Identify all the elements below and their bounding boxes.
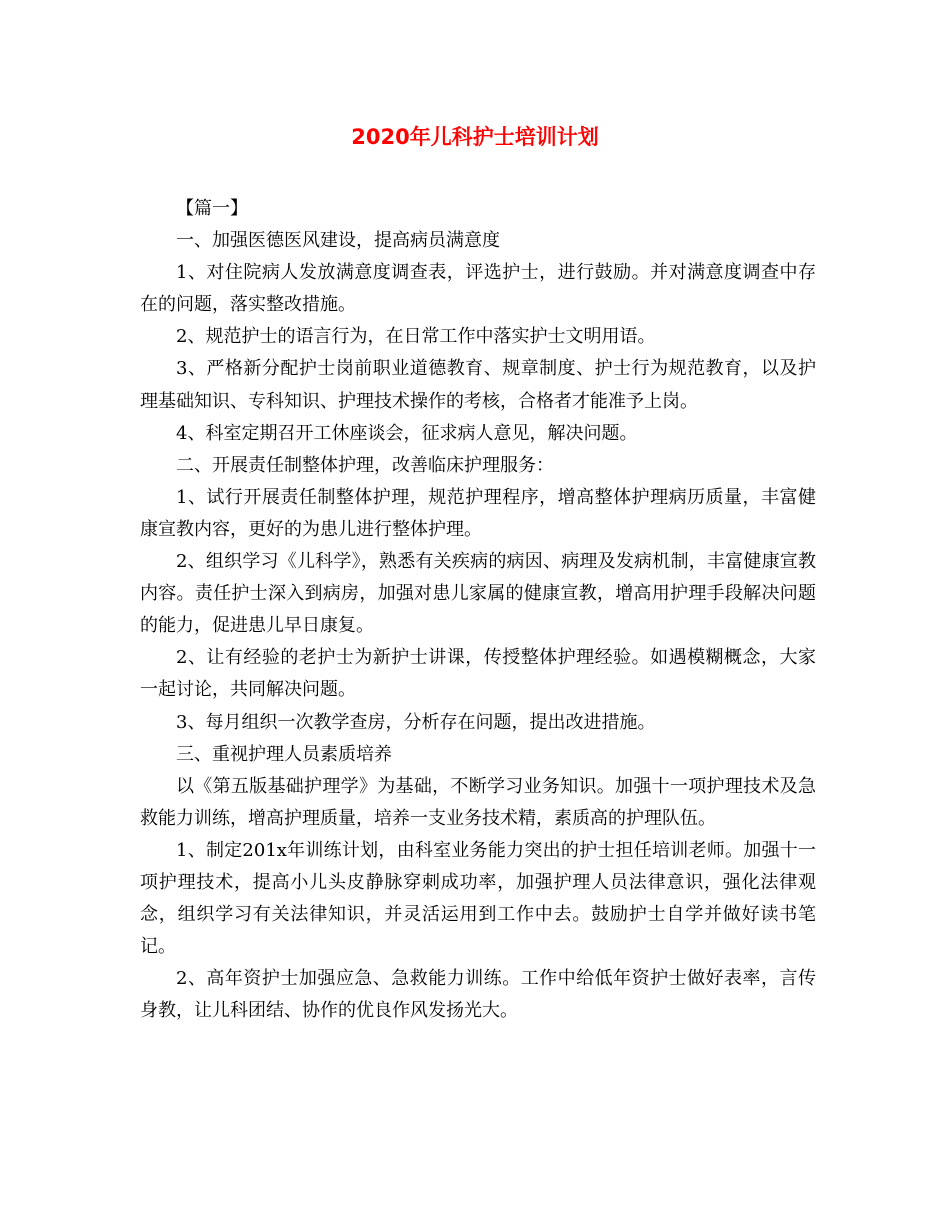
paragraph-heading-2: 二、开展责任制整体护理，改善临床护理服务： xyxy=(176,454,554,476)
paragraph: 3、严格新分配护士岗前职业道德教育、规章制度、护士行为规范教育，以及护理基础知识、专科知识、护理技术操作的考核，合格者才能准予上岗。 xyxy=(140,358,816,412)
paragraph: 4、科室定期召开工休座谈会，征求病人意见，解决问题。 xyxy=(176,422,638,444)
paragraph: 2、组织学习《儿科学》，熟悉有关疾病的病因、病理及发病机制，丰富健康宣教内容。责任护士深入到病房，加强对患儿家属的健康宣教，增高用护理手段解决问题的能力，促进患儿早日康复。 xyxy=(140,551,816,637)
paragraph: 1、制定201x年训练计划，由科室业务能力突出的护士担任培训老师。加强十一项护理技术，提高小儿头皮静脉穿刺成功率，加强护理人员法律意识，强化法律观念，组织学习有关法律知识，并灵活运用到工作中去。鼓励护士自学并做好读书笔记。 xyxy=(140,839,816,958)
paragraph: 2、让有经验的老护士为新护士讲课，传授整体护理经验。如遇模糊概念，大家一起讨论，共同解决问题。 xyxy=(140,647,816,701)
paragraph: 1、试行开展责任制整体护理，规范护理程序，增高整体护理病历质量，丰富健康宣教内容，更好的为患儿进行整体护理。 xyxy=(140,486,816,540)
paragraph-heading-1: 一、加强医德医风建设，提高病员满意度 xyxy=(176,230,500,252)
paragraph: 2、规范护士的语言行为，在日常工作中落实护士文明用语。 xyxy=(176,326,656,348)
paragraph: 以《第五版基础护理学》为基础，不断学习业务知识。加强十一项护理技术及急救能力训练，增高护理质量，培养一支业务技术精，素质高的护理队伍。 xyxy=(140,775,816,829)
paragraph-heading-3: 三、重视护理人员素质培养 xyxy=(176,743,392,765)
document-title: 2020年儿科护士培训计划 xyxy=(351,125,599,149)
paragraph: 1、对住院病人发放满意度调查表，评选护士，进行鼓励。并对满意度调查中存在的问题，落实整改措施。 xyxy=(140,262,816,316)
document-body xyxy=(140,193,816,1027)
paragraph-section-label: 【篇一】 xyxy=(176,198,248,219)
paragraph: 2、高年资护士加强应急、急救能力训练。工作中给低年资护士做好表率，言传身教，让儿科团结、协作的优良作风发扬光大。 xyxy=(140,968,816,1022)
paragraph: 3、每月组织一次教学查房，分析存在问题，提出改进措施。 xyxy=(176,711,656,733)
